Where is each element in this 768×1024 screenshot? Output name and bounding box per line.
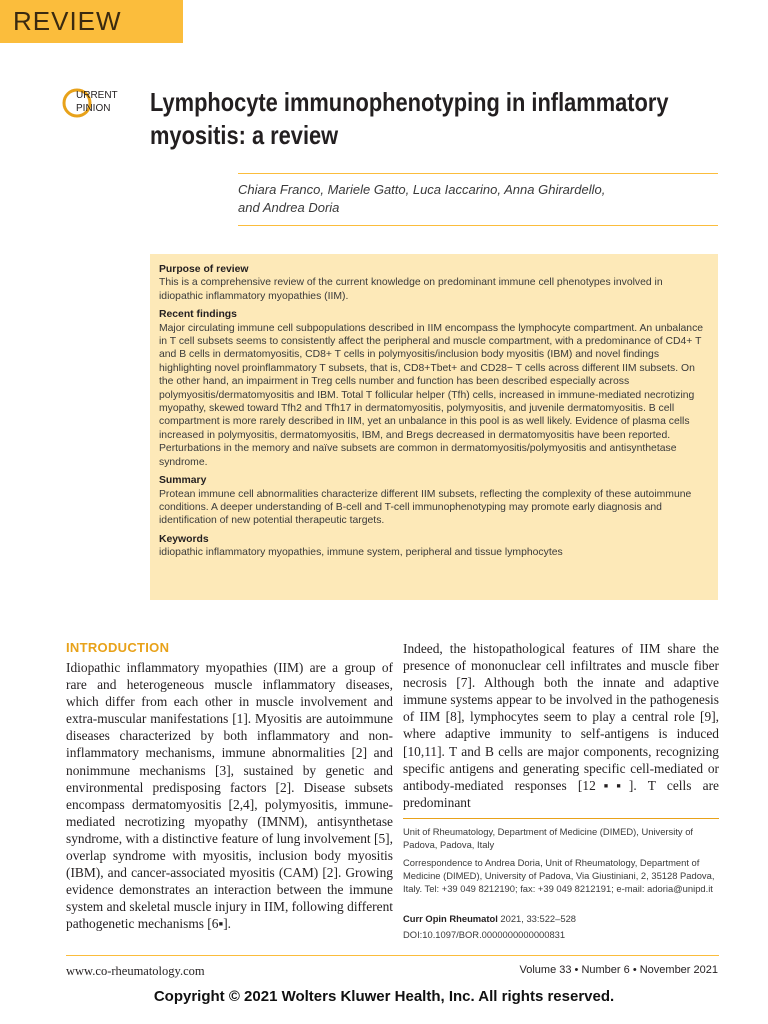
intro-paragraph-left: Idiopathic inflammatory myopathies (IIM) are a group of rare and heterogeneous muscle inflammatory diseases, which differ from each other in muscle involvement and extra-muscular manifestations [1]. Myositis are autoimmune diseases characterized by both inflammatory and non-inflammatory mechanisms, immune abnormalities [2] and nonimmune mechanisms [3], sustained by genetic and environmental predisposing factors [2]. Disease subsets encompass dermatomyositis [2,4], polymyositis, immune-mediated necrotizing myopathy (IMNM), antisynthetase syndrome, with a distinctive feature of lung involvement [5], overlap syndrome with myositis, inclusion body myositis (IBM), and cancer-associated myositis (CAM) [2]. Growing evidence demonstrates an interaction between the immune system and skeletal muscle injury in IIM, following different pathogenetic mechanisms [6▪]. <box>66 660 393 932</box>
summary-heading: Summary <box>159 475 207 487</box>
citation-note <box>403 913 719 942</box>
keywords-heading: Keywords <box>159 533 209 545</box>
svg-text:PINION: PINION <box>76 103 111 114</box>
purpose-heading: Purpose of review <box>159 264 249 275</box>
article-title <box>150 86 669 152</box>
purpose-text: This is a comprehensive review of the current knowledge on predominant immune cell phenotypes involved in idiopathic inflammatory myopathies (IIM). <box>159 277 663 302</box>
citation-journal: Curr Opin Rheumatol <box>403 913 498 924</box>
findings-heading: Recent findings <box>159 309 237 321</box>
author-line: Chiara Franco, Mariele Gatto, Luca Iaccarino, Anna Ghirardello, <box>238 182 606 197</box>
author-top-rule <box>238 173 718 174</box>
correspondence-text: Correspondence to Andrea Doria, Unit of Rheumatology, Department of Medicine (DIMED), University of Padova, Via Giustiniani, 2, 35128 Padova, Italy. Tel: +39 049 8212190; fax: +39 049 8212191; e-mail: adoria@unipd.it <box>403 857 715 894</box>
svg-text:URRENT: URRENT <box>76 90 118 101</box>
affiliation-text: Unit of Rheumatology, Department of Medicine (DIMED), University of Padova, Padova, Italy <box>403 826 694 850</box>
footer-url[interactable]: www.co-rheumatology.com <box>66 964 205 978</box>
footer-rule <box>66 955 719 956</box>
intro-column-right <box>403 640 719 811</box>
intro-column-left <box>66 659 393 933</box>
section-tab: REVIEW <box>0 0 183 43</box>
author-bottom-rule <box>238 225 718 226</box>
keywords-text: idiopathic inflammatory myopathies, immune system, peripheral and tissue lymphocytes <box>159 547 563 559</box>
citation-detail: 2021, 33:522–528 <box>497 913 576 924</box>
citation-line <box>403 913 719 926</box>
abstract-box <box>150 254 718 600</box>
doi-text: DOI:10.1097/BOR.0000000000000831 <box>403 928 566 940</box>
article-title-line: myositis: a review <box>150 120 339 150</box>
findings-text: Major circulating immune cell subpopulations described in IIM encompass the lymphocyte compartment. An unbalance in T cell subsets seems to consistently affect the peripheral and muscle compartment, with a predominance of CD4+ T and B cells in dermatomyositis, CD8+ T cells in polymyositis/inclusion body myositis (IBM) and novel findings highlighting novel proinflammatory T subsets, that is, CD8+Tbet+ and CD28− T cells across different IIM subsets. On the other hand, an impairment in Treg cells number and function has been described especially across polymyositis/dermatomyositis and IBM. Total T follicular helper (Tfh) cells, increased in immune-mediated necrotizing myopathy, skewed toward Tfh2 and Tfh17 in dermatomyositis, polymyositis, and juvenile dermatomyositis. B cell compartment is more rarely described in IIM, yet an unbalance in this pool is as well likely. Evidence of plasma cells increased in polymyositis, dermatomyositis, IBM, and Bregs decreased in dermatomyositis have been reported. Perturbations in the memory and naïve subsets are common in dermatomyositis/polymyositis and antisynthetase syndrome. <box>159 322 704 468</box>
summary-text: Protean immune cell abnormalities characterize different IIM subsets, reflecting the complexity of these autoimmune conditions. A deeper understanding of B-cell and T-cell immunophenotyping may promote early diagnosis and identification of new potential therapeutic targets. <box>159 488 692 527</box>
correspondence-note <box>403 857 719 895</box>
author-line: and Andrea Doria <box>238 200 340 215</box>
copyright-notice: Copyright © 2021 Wolters Kluwer Health, Inc. All rights reserved. <box>153 988 615 1005</box>
current-opinion-logo <box>62 83 134 123</box>
author-list <box>238 181 698 217</box>
footnote-rule <box>403 818 719 819</box>
introduction-heading: INTRODUCTION <box>66 640 170 655</box>
affiliation-note <box>403 826 719 852</box>
footer-volume: Volume 33 • Number 6 • November 2021 <box>519 964 718 976</box>
intro-paragraph-right: Indeed, the histopathological features of IIM share the presence of mononuclear cell infiltrates and muscle fiber necrosis [7]. Although both the innate and adaptive immune systems appear to be involved in the pathogenesis of IIM [8], lymphocytes seem to play a central role [9], where adaptive immunity to self-antigens is induced [10,11]. T and B cells are major components, recognizing specific antigens and generating specific cell-mediated or antibody-mediated responses [12▪▪]. T cells are predominant <box>403 641 719 810</box>
article-title-line: Lymphocyte immunophenotyping in inflammatory <box>150 87 669 117</box>
